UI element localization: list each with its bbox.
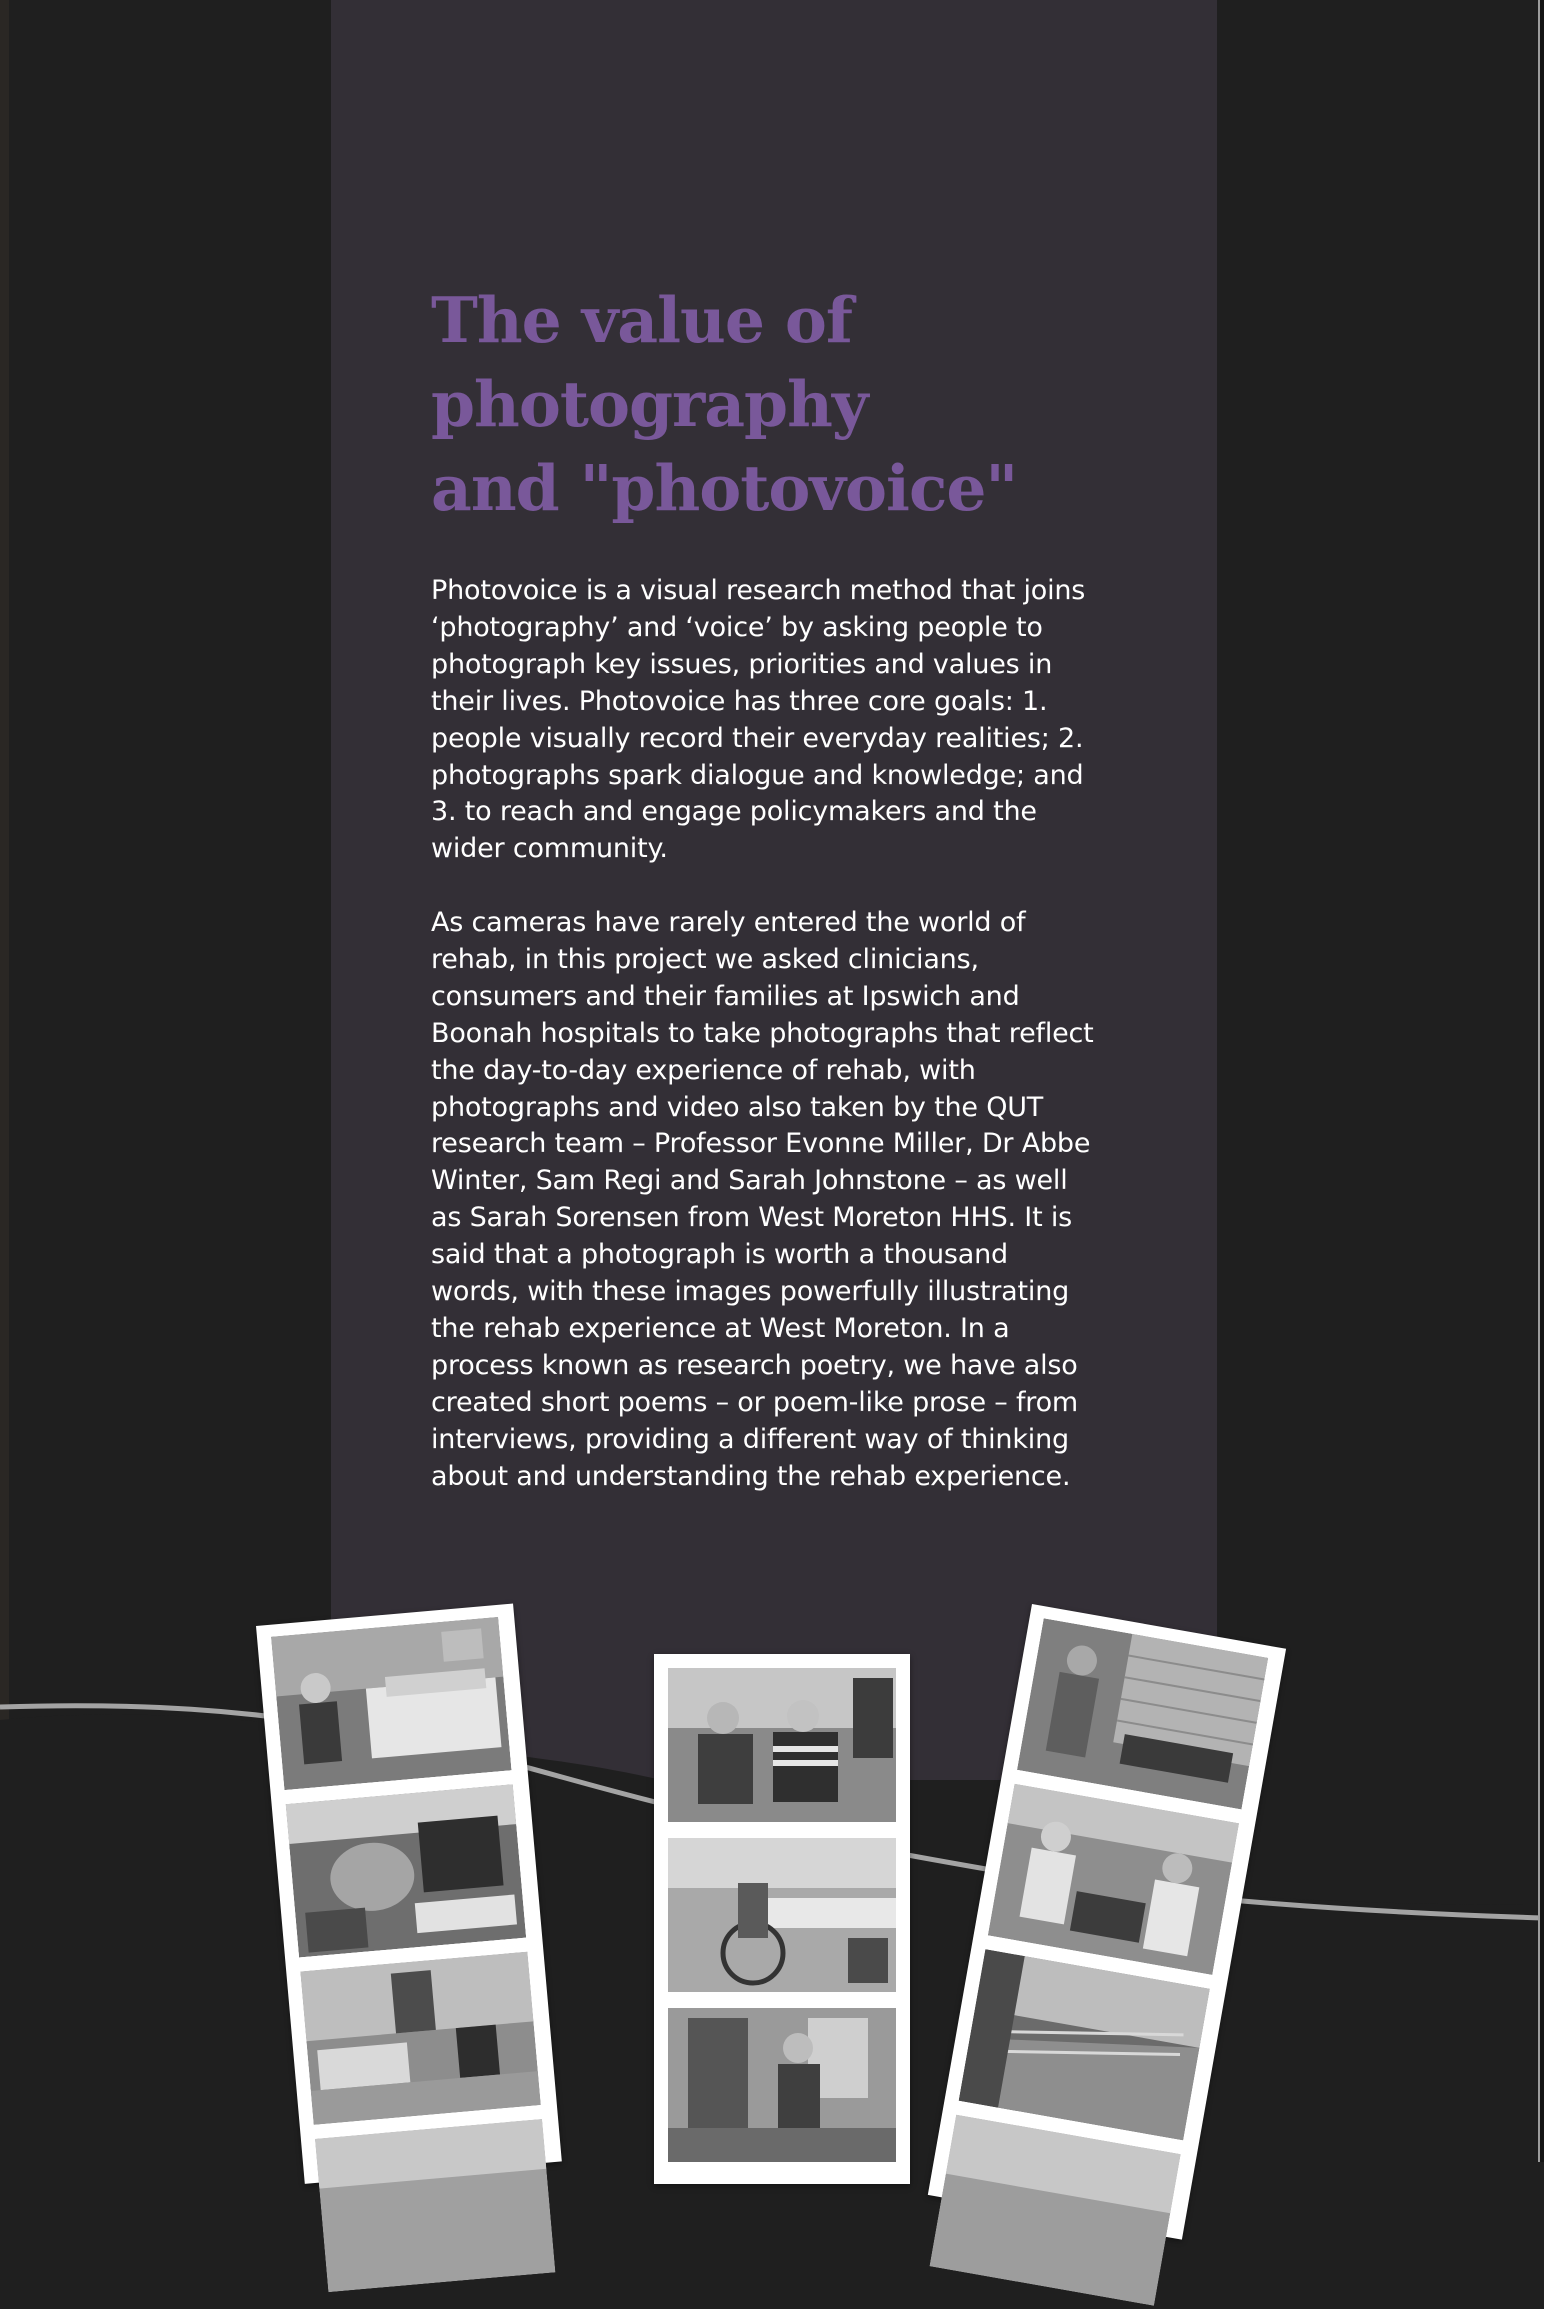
title-line: photography — [431, 367, 868, 441]
paragraph-line: research team – Professor Evonne Miller, Dr Abbe — [431, 1128, 1091, 1160]
paragraph-line: As cameras have rarely entered the world of — [431, 907, 1026, 938]
paragraph-line: wider community. — [431, 833, 668, 865]
photo — [286, 1784, 527, 1957]
paragraph-line: photograph key issues, priorities and values in — [431, 648, 1053, 680]
paragraph-line: created short poems – or poem-like prose – from — [431, 1386, 1079, 1418]
photo — [668, 1838, 896, 1992]
photo — [271, 1617, 512, 1790]
right-edge — [1538, 0, 1544, 2162]
paragraph-line: their lives. Photovoice has three core goals: 1. — [431, 685, 1048, 717]
paragraph-line: photographs spark dialogue and knowledge; and — [431, 759, 1084, 791]
title-line: and "photovoice" — [431, 451, 1018, 525]
paragraph-line: as Sarah Sorensen from West Moreton HHS. It is — [431, 1202, 1073, 1234]
paragraph-line: about and understanding the rehab experience. — [431, 1460, 1071, 1492]
photo — [1017, 1618, 1268, 1809]
paragraph-line: the day-to-day experience of rehab, with — [431, 1054, 976, 1086]
page-title — [431, 278, 1111, 530]
photo — [959, 1949, 1210, 2140]
paragraph-line: Photovoice is a visual research method that joins — [431, 575, 1086, 606]
photo — [929, 2115, 1180, 2306]
photo — [315, 2119, 556, 2292]
paragraph-line: said that a photograph is worth a thousand — [431, 1239, 1008, 1271]
paragraph-line: Winter, Sam Regi and Sarah Johnstone – as well — [431, 1165, 1068, 1197]
paragraph-line: rehab, in this project we asked clinicians, — [431, 943, 979, 975]
paragraph-line: process known as research poetry, we have also — [431, 1349, 1078, 1381]
paragraph-line: ‘photography’ and ‘voice’ by asking people to — [431, 611, 1043, 643]
paragraph-line: interviews, providing a different way of thinking — [431, 1423, 1069, 1455]
photo-strip-middle — [654, 1654, 910, 2184]
photo — [668, 1668, 896, 1822]
paragraph-line: photographs and video also taken by the QUT — [431, 1091, 1044, 1123]
photo-strip-left — [256, 1604, 562, 2184]
paragraph-line: 3. to reach and engage policymakers and the — [431, 796, 1037, 828]
paragraph-line: people visually record their everyday realities; 2. — [431, 722, 1084, 754]
paragraph-line: words, with these images powerfully illustrating — [431, 1276, 1070, 1308]
paragraph-line: Boonah hospitals to take photographs that reflect — [431, 1017, 1094, 1049]
project-paragraph — [431, 905, 1131, 1496]
photo — [988, 1784, 1239, 1975]
paragraph-line: consumers and their families at Ipswich and — [431, 980, 1020, 1012]
paragraph-line: the rehab experience at West Moreton. In a — [431, 1312, 1010, 1344]
title-line: The value of — [431, 283, 853, 357]
photo — [300, 1952, 541, 2125]
intro-paragraph — [431, 573, 1131, 868]
photo — [668, 2008, 896, 2162]
